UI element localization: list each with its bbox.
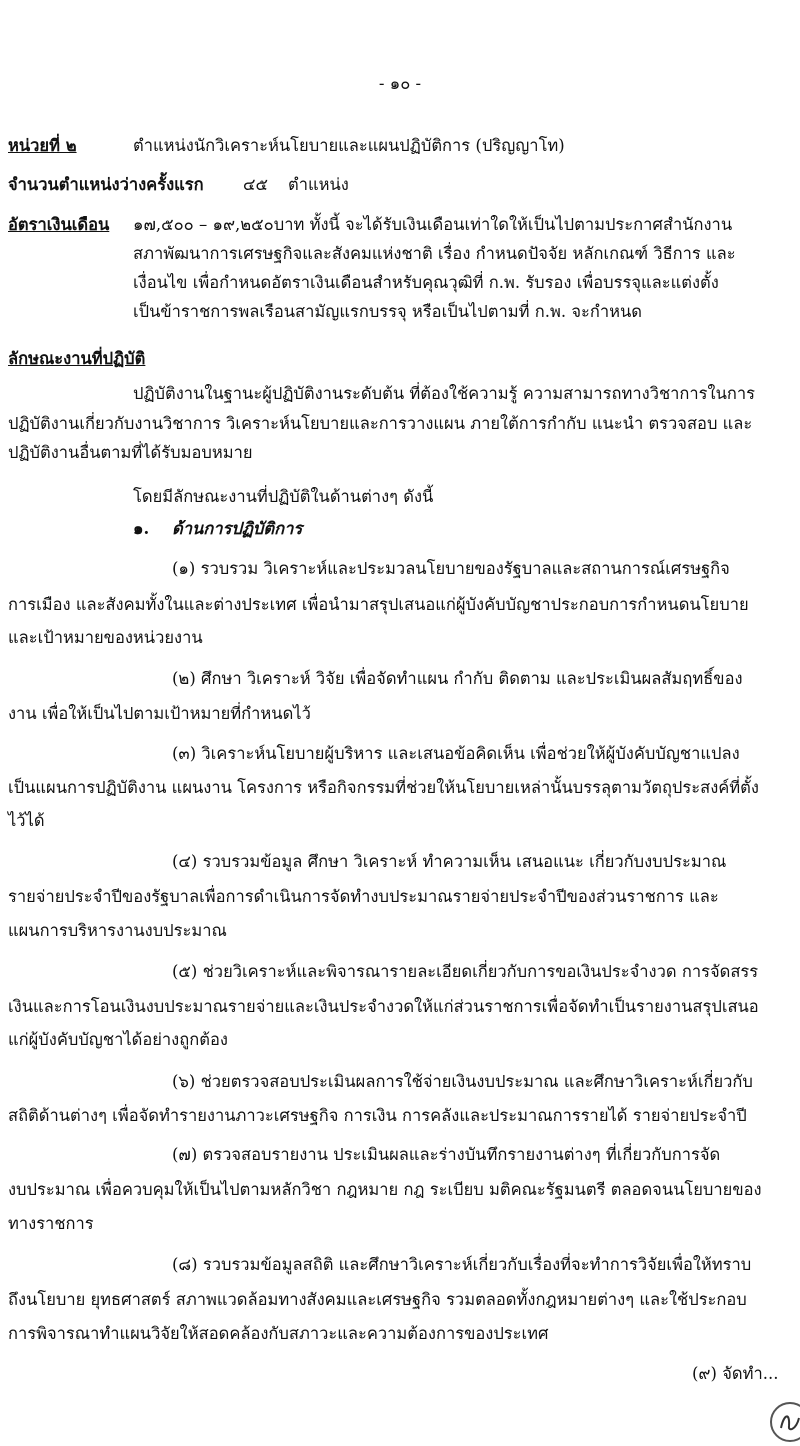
- item-line: (๔) รวบรวมข้อมูล ศึกษา วิเคราะห์ ทำความเห็น เสนอแนะ เกี่ยวกับงบประมาณ: [172, 852, 727, 871]
- salary-line: เงื่อนไข เพื่อกำหนดอัตราเงินเดือนสำหรับคุณวุฒิที่ ก.พ. รับรอง เพื่อบรรจุและแต่งตั้ง: [133, 273, 719, 292]
- duties-intro-line: ปฏิบัติงานเกี่ยวกับงานวิชาการ วิเคราะห์นโยบายและการวางแผน ภายใต้การกำกับ แนะนำ ตรวจสอบ และ: [8, 414, 753, 433]
- initial-stamp-icon: [770, 1402, 800, 1442]
- duties-lead: โดยมีลักษณะงานที่ปฏิบัติในด้านต่างๆ ดังนี้: [133, 487, 434, 506]
- item-line: (๘) รวบรวมข้อมูลสถิติ และศึกษาวิเคราะห์เกี่ยวกับเรื่องที่จะทำการวิจัยเพื่อให้ทราบ: [172, 1255, 752, 1274]
- item-line: แก่ผู้บังคับบัญชาได้อย่างถูกต้อง: [8, 1030, 228, 1049]
- salary-line: สภาพัฒนาการเศรษฐกิจและสังคมแห่งชาติ เรื่อง กำหนดปัจจัย หลักเกณฑ์ วิธีการ และ: [133, 244, 736, 263]
- item-line: (๒) ศึกษา วิเคราะห์ วิจัย เพื่อจัดทำแผน กำกับ ติดตาม และประเมินผลสัมฤทธิ์ของ: [172, 669, 743, 688]
- item-line: (๗) ตรวจสอบรายงาน ประเมินผลและร่างบันทึกรายงานต่างๆ ที่เกี่ยวกับการจัด: [172, 1145, 721, 1164]
- item-line: ไว้ได้: [8, 811, 45, 830]
- item-line: (๓) วิเคราะห์นโยบายผู้บริหาร และเสนอข้อคิดเห็น เพื่อช่วยให้ผู้บังคับบัญชาแปลง: [172, 744, 740, 763]
- item-line: (๕) ช่วยวิเคราะห์และพิจารณารายละเอียดเกี่ยวกับการขอเงินประจำงวด การจัดสรร: [172, 962, 759, 981]
- item-line: เป็นแผนการปฏิบัติงาน แผนงาน โครงการ หรือกิจกรรมที่ช่วยให้นโยบายเหล่านั้นบรรลุตามวัตถุประสงค์ที่ตั้ง: [8, 778, 759, 797]
- item-line: รายจ่ายประจำปีของรัฐบาลเพื่อการดำเนินการจัดทำงบประมาณรายจ่ายประจำปีของส่วนราชการ และ: [8, 887, 719, 906]
- item-line: แผนการบริหารงานงบประมาณ: [8, 921, 227, 940]
- vacancy-unit: ตำแหน่ง: [288, 175, 349, 194]
- salary-line: เป็นข้าราชการพลเรือนสามัญแรกบรรจุ หรือเป็นไปตามที่ ก.พ. จะกำหนด: [133, 302, 642, 321]
- item-line: การเมือง และสังคมทั้งในและต่างประเทศ เพื่อนำมาสรุปเสนอแก่ผู้บังคับบัญชาประกอบการกำหนดนโยบาย: [8, 595, 749, 614]
- continuation-text: (๙) จัดทำ...: [692, 1364, 779, 1383]
- duties-intro-line: ปฏิบัติงานในฐานะผู้ปฏิบัติงานระดับต้น ที่ต้องใช้ความรู้ ความสามารถทางวิชาการในการ: [133, 384, 755, 403]
- item-line: ทางราชการ: [8, 1214, 94, 1233]
- duties-heading: ลักษณะงานที่ปฏิบัติ: [8, 349, 146, 368]
- duties-intro-line: ปฏิบัติงานอื่นตามที่ได้รับมอบหมาย: [8, 443, 253, 462]
- unit-title: ตำแหน่งนักวิเคราะห์นโยบายและแผนปฏิบัติการ (ปริญญาโท): [133, 136, 565, 155]
- item-line: เงินและการโอนเงินงบประมาณรายจ่ายและเงินประจำงวดให้แก่ส่วนราชการเพื่อจัดทำเป็นรายงานสรุปเสนอ: [8, 997, 759, 1016]
- salary-label: อัตราเงินเดือน: [8, 215, 110, 234]
- item-line: (๑) รวบรวม วิเคราะห์และประมวลนโยบายของรัฐบาลและสถานการณ์เศรษฐกิจ: [172, 559, 730, 578]
- vacancy-count: ๔๕: [243, 175, 268, 194]
- item-line: งาน เพื่อให้เป็นไปตามเป้าหมายที่กำหนดไว้: [8, 704, 311, 723]
- salary-line: ๑๗,๕๐๐ – ๑๙,๒๕๐บาท ทั้งนี้ จะได้รับเงินเดือนเท่าใดให้เป็นไปตามประกาศสำนักงาน: [133, 215, 733, 234]
- section-number: ๑.: [133, 519, 150, 538]
- vacancy-label: จำนวนตำแหน่งว่างครั้งแรก: [8, 175, 204, 194]
- page-number: - ๑๐ -: [378, 74, 422, 93]
- section-title: ด้านการปฏิบัติการ: [172, 519, 303, 538]
- item-line: งบประมาณ เพื่อควบคุมให้เป็นไปตามหลักวิชา กฎหมาย กฎ ระเบียบ มติคณะรัฐมนตรี ตลอดจนนโยบายของ: [8, 1180, 762, 1199]
- item-line: สถิติด้านต่างๆ เพื่อจัดทำรายงานภาวะเศรษฐกิจ การเงิน การคลังและประมาณการรายได้ รายจ่ายประจำปี: [8, 1106, 747, 1125]
- item-line: และเป้าหมายของหน่วยงาน: [8, 628, 203, 647]
- unit-label: หน่วยที่ ๒: [8, 136, 77, 155]
- item-line: ถึงนโยบาย ยุทธศาสตร์ สภาพแวดล้อมทางสังคมและเศรษฐกิจ รวมตลอดทั้งกฎหมายต่างๆ และใช้ประกอบ: [8, 1290, 747, 1309]
- item-line: (๖) ช่วยตรวจสอบประเมินผลการใช้จ่ายเงินงบประมาณ และศึกษาวิเคราะห์เกี่ยวกับ: [172, 1072, 753, 1091]
- item-line: การพิจารณาทำแผนวิจัยให้สอดคล้องกับสภาวะและความต้องการของประเทศ: [8, 1324, 549, 1343]
